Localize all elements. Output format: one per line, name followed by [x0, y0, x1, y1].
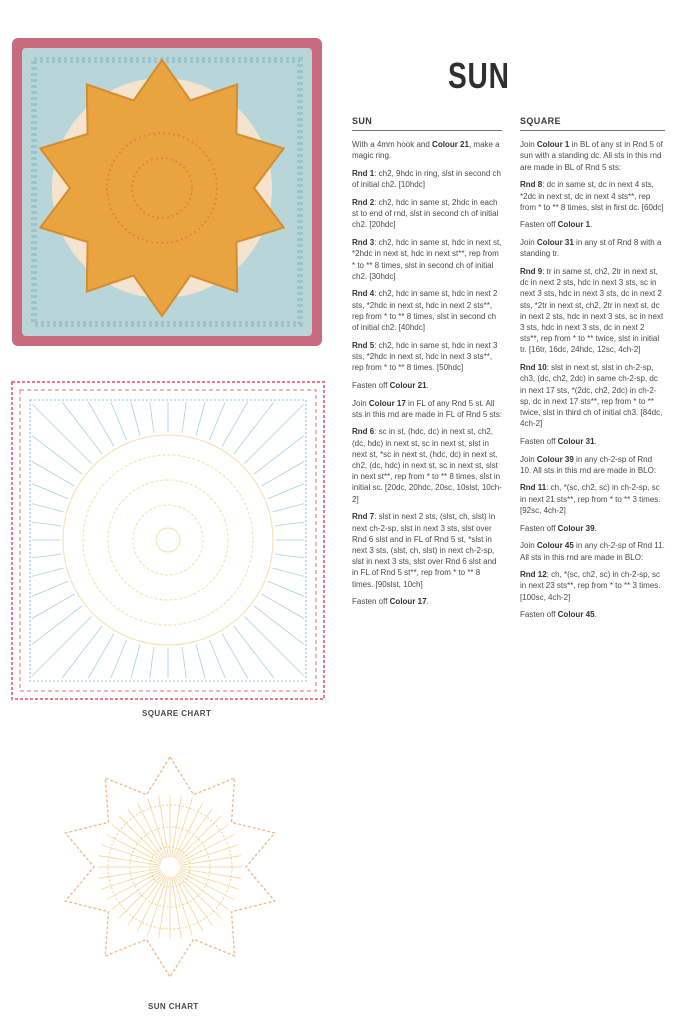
step-text: Fasten off	[352, 380, 390, 390]
chart-stitch	[222, 402, 248, 447]
chart-stitch	[254, 606, 304, 645]
chart-stitch	[32, 568, 64, 576]
step-text-tail: .	[594, 610, 597, 620]
colour-name: Colour 1	[536, 140, 570, 150]
step-text-tail: in any st of Rnd 8 with a standing tr.	[520, 238, 662, 259]
chart-stitch	[131, 402, 140, 436]
step-text: : slst in next 2 sts, (slst, ch, slst) in next ch-2-sp, slst in next 3 sts, slst over Rnd 6 slst and in FL of Rnd 5 st, *slst in next 3 sts, (slst, ch, slst) in next ch-2-sp, slst in next 3 sts, slst over Rnd 6 slst and in FL of Rnd 5 st**, rep from * to ** 8 times. [90slst, 10ch]	[352, 512, 497, 589]
chart-stitch	[178, 873, 228, 909]
square-photo	[12, 38, 322, 346]
square-step	[520, 436, 665, 447]
step-text: Join	[352, 398, 369, 408]
round-label: Rnd 8	[520, 180, 543, 190]
chart-stitch	[32, 522, 61, 526]
chart-stitch	[262, 462, 305, 487]
chart-stitch	[275, 522, 304, 526]
round-label: Rnd 2	[352, 198, 375, 208]
step-text-tail: in any ch-2-sp of Rnd 10. All sts in this rnd are made in BLO:	[520, 454, 657, 475]
colour-name: Colour 21	[389, 380, 427, 390]
round-label: Rnd 3	[352, 238, 375, 248]
chart-stitch	[244, 404, 304, 464]
step-text: : ch2, hdc in same st, 2hdc in each st to end of rnd, slst in second ch of initial ch2. [20hdc]	[352, 198, 499, 230]
round-label: Rnd 11	[520, 483, 547, 493]
square-step	[520, 362, 665, 429]
chart-stitch	[262, 594, 305, 619]
round-label: Rnd 12	[520, 570, 547, 580]
colour-name: Colour 45	[557, 610, 595, 620]
chart-stitch	[62, 402, 102, 454]
colour-name: Colour 39	[557, 523, 595, 533]
sun-step	[352, 511, 502, 589]
round-label: Rnd 1	[352, 169, 375, 179]
chart-stitch	[177, 874, 221, 918]
colour-name: Colour 17	[389, 597, 427, 607]
square-chart	[8, 378, 328, 703]
chart-stitch	[32, 581, 68, 596]
chart-stitch	[32, 436, 82, 475]
sun-column	[352, 116, 502, 614]
square-step	[520, 179, 665, 213]
square-step	[520, 139, 665, 173]
square-step	[520, 609, 665, 620]
square-step	[520, 540, 665, 562]
chart-stitch	[32, 462, 75, 487]
step-text-tail: , make a magic ring.	[352, 140, 500, 161]
square-step	[520, 569, 665, 603]
chart-stitch	[119, 874, 163, 918]
sun-step	[352, 380, 502, 391]
step-text: Fasten off	[520, 610, 558, 620]
step-text: : ch2, hdc in same st, hdc in next 2 sts, *2hdc in next st, hdc in next 2 sts**, rep from * to ** 8 times, slst in second ch of initial ch2. [40hdc]	[352, 289, 498, 333]
square-step	[520, 219, 665, 230]
chart-stitch	[88, 634, 114, 679]
round-label: Rnd 10	[520, 363, 547, 373]
chart-stitch	[111, 640, 127, 678]
step-text: : ch, *(sc, ch2, sc) in ch-2-sp, sc in next 21 sts**, rep from * to ** 3 times. [92sc, 4ch-2]	[520, 483, 661, 515]
step-text: : slst in next st, slst in ch-2-sp, ch3, (dc, ch2, 2dc) in same ch-2-sp, dc in next 17 sts, *(2dc, ch2, 2dc) in ch-2-sp, dc in next 17 sts**, rep from * to ** twice, slst in third ch of initial ch3. [84dc, 4ch-2]	[520, 363, 663, 429]
sun-step	[352, 197, 502, 231]
colour-name: Colour 31	[557, 436, 595, 446]
chart-stitch	[209, 640, 225, 678]
square-chart-caption: SQUARE CHART	[142, 709, 212, 718]
step-text-tail: .	[594, 523, 597, 533]
step-text-tail: .	[426, 380, 429, 390]
chart-stitch	[119, 816, 163, 860]
step-text: Fasten off	[520, 220, 558, 230]
sun-chart-caption: SUN CHART	[148, 1002, 199, 1011]
step-text-tail: in any ch-2-sp of Rnd 11. All sts in this rnd are made in BLO:	[520, 541, 665, 562]
sun-step	[352, 288, 502, 333]
chart-stitch	[177, 816, 221, 860]
step-text: : ch2, 9hdc in ring, slst in second ch of initial ch2. [10hdc]	[352, 169, 501, 190]
step-text: Fasten off	[520, 523, 558, 533]
step-text: Join	[520, 541, 537, 551]
sun-step	[352, 426, 502, 504]
step-text: : ch, *(sc, ch2, sc) in ch-2-sp, sc in next 23 sts**, rep from * to ** 3 times. [100sc, 4ch-2]	[520, 570, 661, 602]
round-label: Rnd 6	[352, 427, 375, 437]
colour-name: Colour 39	[536, 454, 574, 464]
chart-stitch	[234, 402, 274, 454]
sun-chart	[50, 752, 290, 982]
step-text: Join	[520, 140, 537, 150]
step-text: Join	[520, 454, 537, 464]
chart-stitch	[272, 568, 304, 576]
step-text: Fasten off	[352, 597, 390, 607]
step-text-tail: .	[590, 220, 593, 230]
chart-stitch	[32, 594, 75, 619]
square-step	[520, 523, 665, 534]
chart-stitch	[182, 402, 186, 433]
colour-name: Colour 31	[536, 238, 574, 248]
chart-stitch	[196, 644, 205, 678]
chart-stitch	[150, 402, 154, 433]
chart-stitch	[62, 626, 102, 678]
chart-stitch	[32, 484, 68, 499]
chart-stitch	[182, 647, 186, 678]
chart-stitch	[112, 873, 162, 909]
square-step	[520, 482, 665, 516]
sun-step	[352, 237, 502, 282]
sun-heading: SUN	[352, 116, 502, 131]
sun-steps	[352, 139, 502, 607]
step-text: : sc in st, (hdc, dc) in next st, ch2, (dc, hdc) in next st, sc in next st, slst in next st, *sc in next st, (hdc, dc) in next st, ch2, (dc, hdc) in next st, sc in next st, slst in next st**, rep from * to ** 8 times, slst in initial sc. [20dc, 20hdc, 20sc, 10slst, 10ch-2]	[352, 427, 502, 504]
chart-stitch	[268, 581, 304, 596]
round-label: Rnd 5	[352, 340, 375, 350]
sun-step	[352, 340, 502, 374]
step-text: Join	[520, 238, 537, 248]
colour-name: Colour 45	[536, 541, 574, 551]
step-text-tail: in BL of any st in Rnd 5 of sun with a standing dc. All sts in this rnd are made in BL of Rnd 5 sts:	[520, 140, 663, 172]
square-step	[520, 454, 665, 476]
chart-stitch	[254, 436, 304, 475]
chart-stitch	[150, 647, 154, 678]
chart-stitch	[111, 402, 127, 440]
chart-stitch	[268, 484, 304, 499]
square-column	[520, 116, 665, 627]
chart-stitch	[32, 504, 64, 512]
colour-name: Colour 17	[368, 398, 406, 408]
step-text-tail: in FL of any Rnd 5 st. All sts in this rnd are made in FL of Rnd 5 sts:	[352, 398, 502, 419]
chart-stitch	[32, 404, 92, 464]
chart-stitch	[88, 402, 114, 447]
chart-stitch	[196, 402, 205, 436]
colour-name: Colour 21	[432, 140, 469, 150]
chart-stitch	[32, 616, 92, 676]
sun-step	[352, 168, 502, 190]
square-heading: SQUARE	[520, 116, 665, 131]
round-label: Rnd 4	[352, 289, 375, 299]
sun-step	[352, 398, 502, 420]
step-text-tail: .	[426, 597, 429, 607]
step-text: : dc in same st, dc in next 4 sts, *2dc in next st, dc in next 4 sts**, rep from * to ** 8 times, slst in first dc. [60dc]	[520, 180, 664, 212]
sun-step	[352, 139, 502, 161]
square-step	[520, 237, 665, 259]
chart-stitch	[244, 616, 304, 676]
step-text: : tr in same st, ch2, 2tr in next st, dc in next 2 sts, hdc in next 3 sts, sc in next 3 sts, hdc in next 3 sts, dc in next 2 sts, *2tr in next st, ch2, 2tr in next st, dc in next 2 sts, hdc in next 3 sts, sc in next 3 sts, hdc in next 3 sts, dc in next 2 sts**, rep from * to ** twice, slst in initial tr. [16tr, 16dc, 24hdc, 12sc, 4ch-2]	[520, 267, 664, 355]
page-title: SUN	[448, 55, 510, 96]
chart-stitch	[131, 644, 140, 678]
square-step	[520, 266, 665, 356]
square-steps	[520, 139, 665, 620]
step-text: : ch2, hdc in same st, hdc in next 3 sts, *2hdc in next st, hdc in next 3 sts**, rep from * to ** 8 times. [50hdc]	[352, 340, 498, 373]
step-text: Fasten off	[520, 436, 558, 446]
chart-stitch	[222, 634, 248, 679]
colour-name: Colour 1	[557, 220, 591, 230]
sun-step	[352, 596, 502, 607]
chart-stitch	[272, 504, 304, 512]
chart-stitch	[234, 626, 274, 678]
round-label: Rnd 7	[352, 512, 375, 522]
chart-stitch	[176, 809, 212, 859]
step-text-tail: .	[594, 436, 597, 446]
step-text: : ch2, hdc in same st, hdc in next st, *2hdc in next st, hdc in next st**, rep from * to ** 8 times, slst in second ch of initial ch2. [30hdc]	[352, 238, 502, 281]
chart-stitch	[32, 554, 61, 558]
chart-stitch	[32, 606, 82, 645]
chart-stitch	[209, 402, 225, 440]
step-text: With a 4mm hook and	[352, 140, 433, 150]
round-label: Rnd 9	[520, 267, 543, 277]
chart-stitch	[275, 554, 304, 558]
